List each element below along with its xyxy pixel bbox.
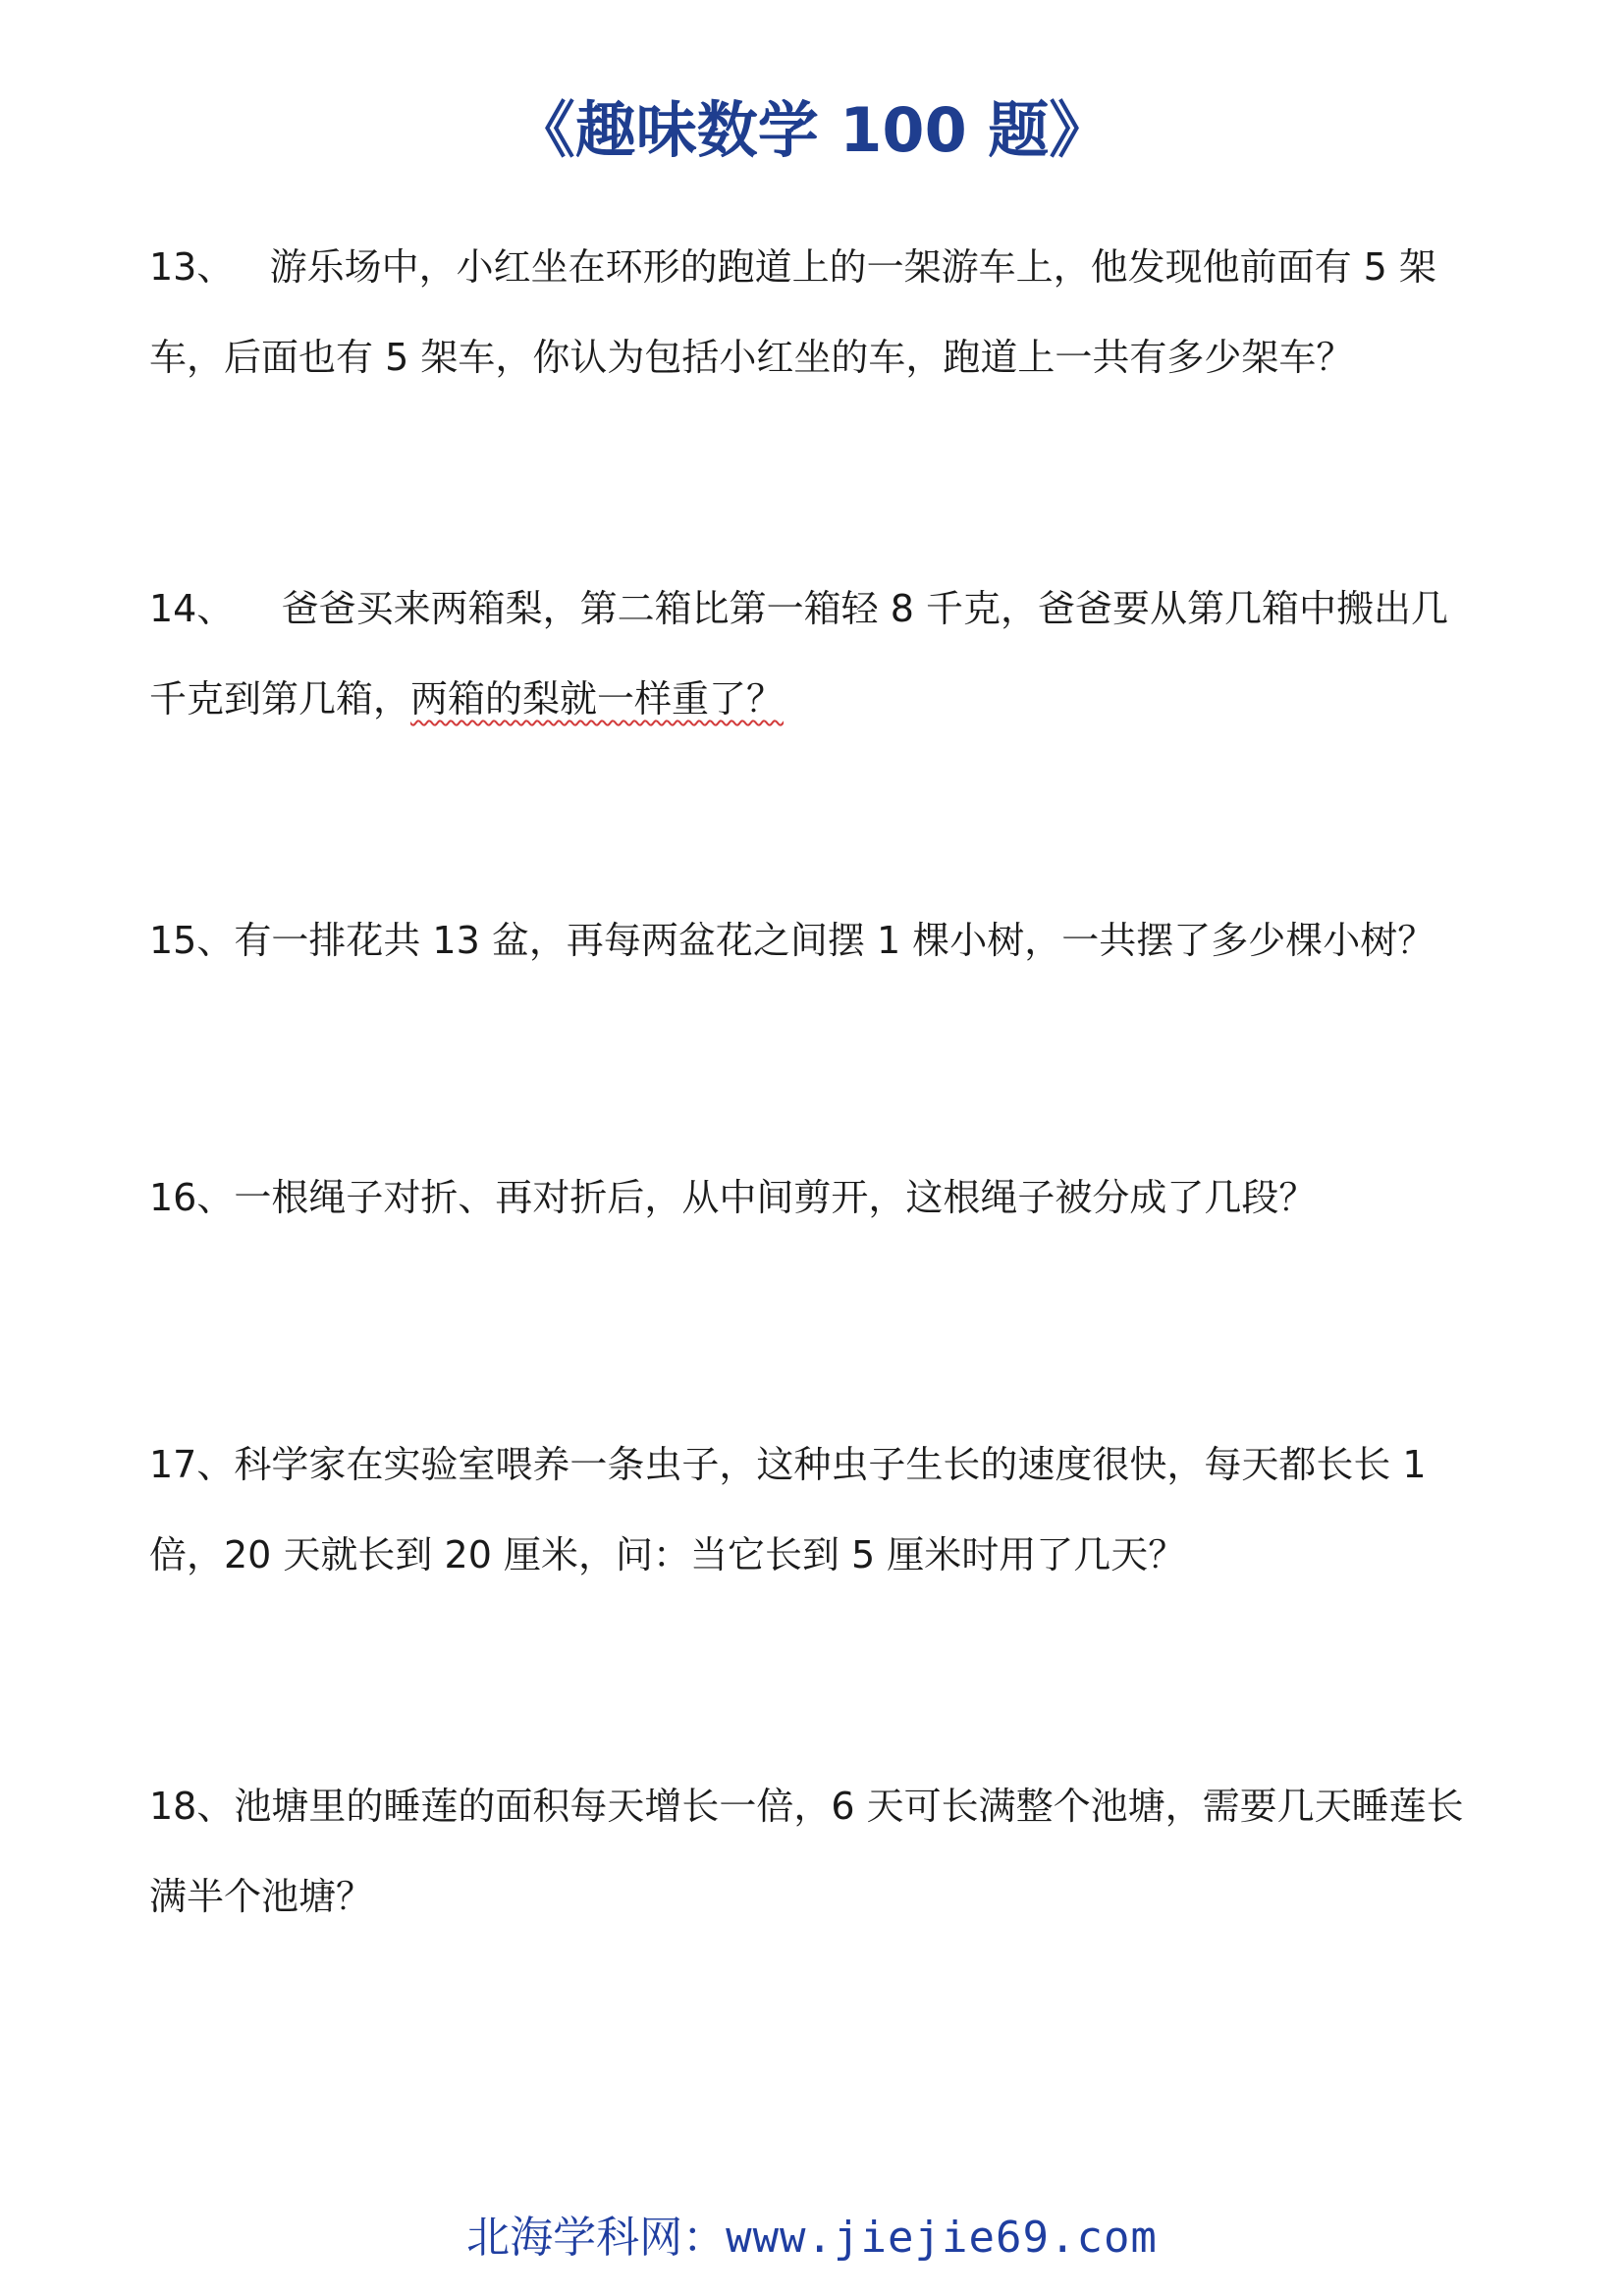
footer-site-name: 北海学科网： [466, 2213, 727, 2263]
page-title: 《趣味数学 100 题》 [514, 94, 1110, 166]
question-15: 15、有一排花共 13 盆，再每两盆花之间摆 1 棵小树，一共摆了多少棵小树？ [149, 919, 1435, 962]
question-14-text: 14、 爸爸买来两箱梨，第二箱比第一箱轻 8 千克，爸爸要从第几箱中搬出几千克到第几箱， [149, 587, 1449, 721]
footer-url-link[interactable]: www.jiejie69.com [726, 2213, 1158, 2263]
question-17: 17、科学家在实验室喂养一条虫子，这种虫子生长的速度很快，每天都长长 1 倍，20 天就长到 20 厘米，问：当它长到 5 厘米时用了几天？ [149, 1443, 1438, 1576]
question-14-underlined-text: 两箱的梨就一样重了？ [410, 677, 785, 721]
question-16: 16、一根绳子对折、再对折后，从中间剪开，这根绳子被分成了几段？ [149, 1176, 1317, 1219]
question-18: 18、池塘里的睡莲的面积每天增长一倍，6 天可长满整个池塘，需要几天睡莲长满半个池塘？ [149, 1785, 1464, 1918]
question-13: 13、 游乐场中，小红坐在环形的跑道上的一架游车上，他发现他前面有 5 架车，后面也有 5 架车，你认为包括小红坐的车，跑道上一共有多少架车？ [149, 245, 1436, 379]
question-14 [149, 563, 1485, 744]
footer [0, 2209, 1624, 2268]
